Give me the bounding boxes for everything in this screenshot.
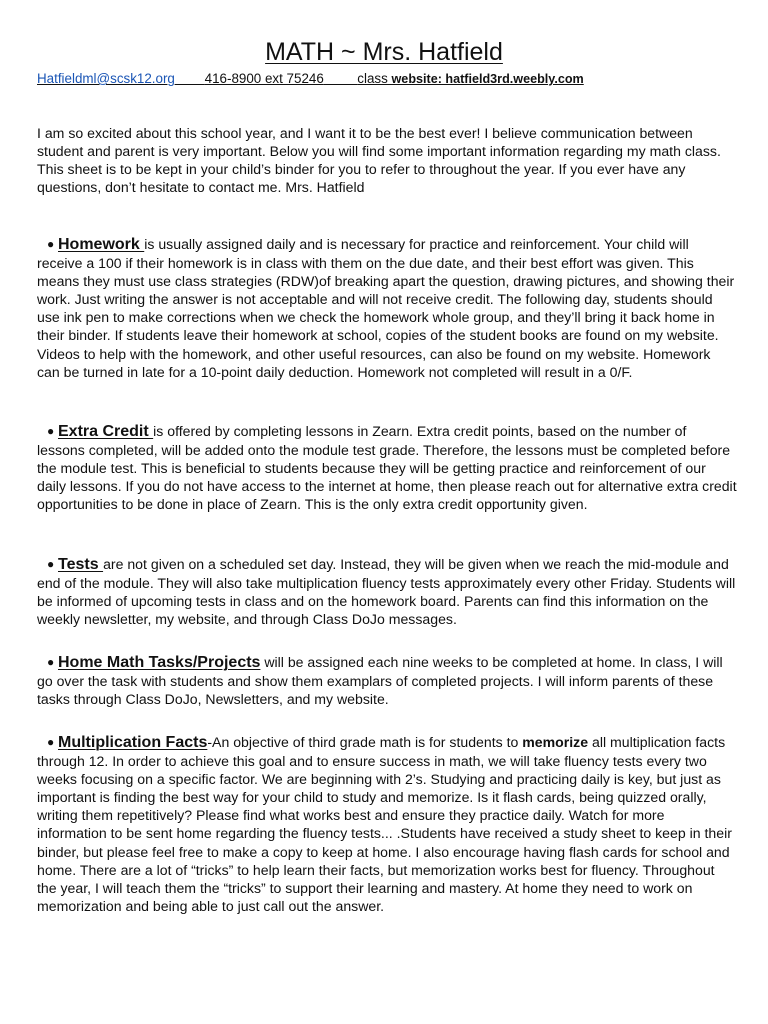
teacher-phone: 416-8900 ext 75246 (204, 71, 324, 86)
page-title: MATH ~ Mrs. Hatfield (265, 38, 503, 66)
bullet-icon: ● (47, 237, 55, 251)
multiplication-heading: Multiplication Facts (58, 734, 208, 751)
class-label: class (357, 71, 392, 86)
intro-paragraph: I am so excited about this school year, and I want it to be the best ever! I believe communication between student and parent is very important. Below you will find some important information regarding my math class. This sheet is to be kept in your child’s binder for you to refer to throughout the year. If you ever have any questions, don’t hesitate to contact me. Mrs. Hatfield (37, 125, 721, 196)
multiplication-text-before: -An objective of third grade math is for students to (207, 734, 523, 750)
bullet-icon: ● (47, 557, 55, 571)
home-tasks-heading: Home Math Tasks/Projects (58, 654, 261, 671)
multiplication-text-after: all multiplication facts through 12. In order to achieve this goal and to ensure success in math, we will take fluency tests every two weeks focusing on a specific factor. We are beginning with 2’s. Studying and practicing daily is key, but just as important is finding the best way for your child to study and memorize. Is it flash cards, being quizzed orally, writing them repetitively? Please find what works best and ensure they practice daily. Watch for more information to be sent home regarding the fluency tests... .Students have received a study sheet to keep in their binder, but please feel free to make a copy to keep at home. I also encourage having flash cards for school and home. There are a lot of “tricks” to help learn their facts, but memorization works best for fluency. Throughout the year, I will teach them the “tricks” to support their learning and mastery. At home they need to work on memorization and being able to just call out the answer. (37, 734, 732, 914)
homework-heading: Homework (58, 236, 145, 253)
contact-line (37, 70, 737, 88)
multiplication-section (37, 733, 737, 915)
homework-section (37, 235, 737, 381)
extra-credit-text: is offered by completing lessons in Zearn. Extra credit points, based on the number of lessons completed, will be added onto the module test grade. Therefore, the lessons must be completed before the module test. This is beneficial to students because they will be getting practice and reinforcement of our daily lessons. If you do not have access to the internet at home, then please reach out for alternative extra credit opportunities to be done in place of Zearn. This is the only extra credit opportunity given. (37, 423, 737, 513)
tests-section (37, 555, 737, 628)
home-tasks-section (37, 653, 737, 708)
extra-credit-section (37, 422, 737, 513)
memorize-emphasis: memorize (522, 734, 589, 750)
tests-text: are not given on a scheduled set day. Instead, they will be given when we reach the mid-module and end of the module. They will also take multiplication fluency tests approximately every other Friday. Students will be informed of upcoming tests in class and on the homework board. Parents can find this information on the weekly newsletter, my website, and through Class DoJo messages. (37, 556, 736, 628)
bullet-icon: ● (47, 655, 55, 669)
teacher-email-link[interactable]: Hatfieldml@scsk12.org (37, 71, 175, 86)
tests-heading: Tests (58, 556, 104, 573)
extra-credit-heading: Extra Credit (58, 423, 154, 440)
home-tasks-text: will be assigned each nine weeks to be completed at home. In class, I will go over the task with students and show them examplars of completed projects. I will inform parents of these tasks through Class DoJo, Newsletters, and my website. (37, 654, 723, 708)
bullet-icon: ● (47, 735, 55, 749)
homework-text: is usually assigned daily and is necessary for practice and reinforcement. Your child will receive a 100 if their homework is in class with them on the due date, and their best effort was given. This means they must use class strategies (RDW)of breaking apart the question, drawing pictures, and showing their work. Just writing the answer is not acceptable and will not receive credit. The following day, students should use ink pen to make corrections when we check the homework whole group, and they’ll bring it back home in their binder. If students leave their homework at school, copies of the student books are found on my website. Videos to help with the homework, and other useful resources, can also be found on my website. Homework can be turned in late for a 10-point daily deduction. Homework not completed will result in a 0/F. (37, 236, 735, 380)
class-website[interactable]: website: hatfield3rd.weebly.com (391, 72, 584, 86)
bullet-icon: ● (47, 424, 55, 438)
